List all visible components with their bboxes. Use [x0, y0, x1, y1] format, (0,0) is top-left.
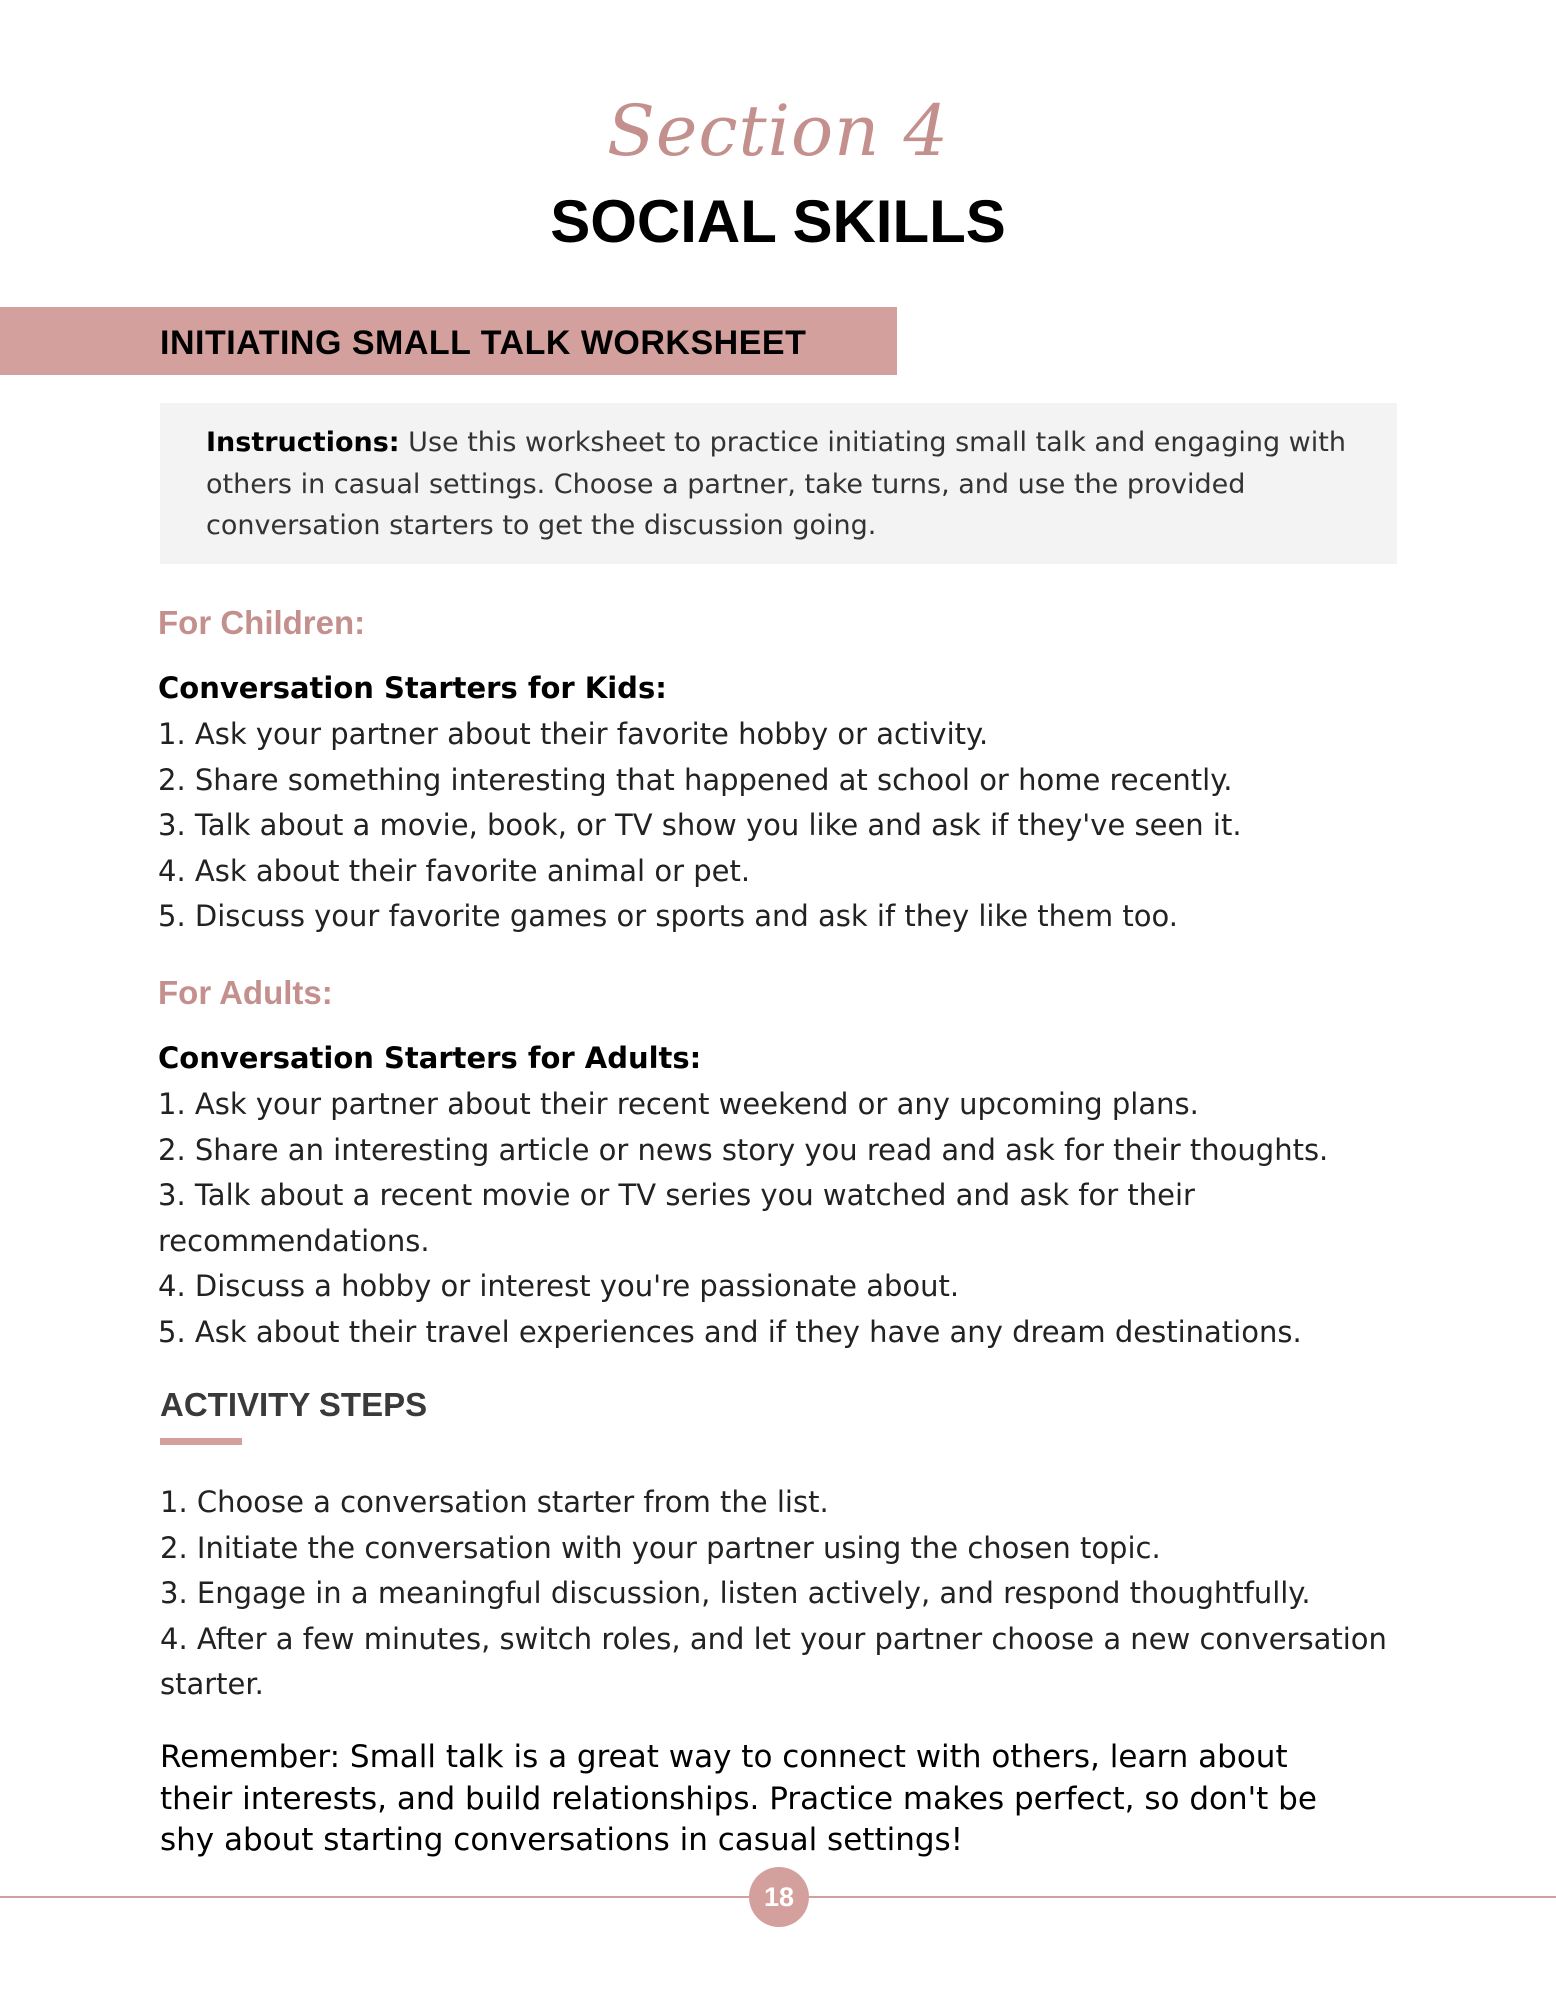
page-title: SOCIAL SKILLS	[550, 188, 1006, 255]
list-item: 1. Ask your partner about their recent weekend or any upcoming plans.	[158, 1087, 1199, 1121]
list-item: 2. Share something interesting that happened at school or home recently.	[158, 762, 1233, 797]
list-item: 4. Ask about their favorite animal or pet.	[158, 853, 751, 888]
remember-note: Remember: Small talk is a great way to connect with others, learn about their interests, and build relationships. Practice makes perfect, so don't be shy about starting conversations in casual settings!	[160, 1739, 1317, 1858]
list-item: 4. After a few minutes, switch roles, and let your partner choose a new conversation	[160, 1621, 1387, 1656]
list-item: 5. Ask about their travel experiences and if they have any dream destinations.	[158, 1314, 1302, 1349]
worksheet-banner	[0, 307, 897, 375]
list-item: 4. Discuss a hobby or interest you're passionate about.	[158, 1269, 960, 1303]
list-item: 2. Initiate the conversation with your partner using the chosen topic.	[160, 1530, 1161, 1565]
list-item: recommendations.	[158, 1223, 430, 1258]
children-subheading: Conversation Starters for Kids:	[158, 671, 667, 705]
list-item: starter.	[160, 1667, 264, 1701]
list-item: 1. Ask your partner about their favorite hobby or activity.	[158, 717, 989, 751]
instructions-paragraph	[206, 422, 1356, 547]
list-item: 2. Share an interesting article or news story you read and ask for their thoughts.	[158, 1132, 1329, 1167]
worksheet-title: INITIATING SMALL TALK WORKSHEET	[160, 324, 807, 362]
activity-heading: ACTIVITY STEPS	[160, 1386, 428, 1423]
heading-underline	[160, 1438, 242, 1445]
list-item: 3. Talk about a movie, book, or TV show you like and ask if they've seen it.	[158, 808, 1242, 842]
page-number: 18	[749, 1867, 809, 1927]
list-item: 5. Discuss your favorite games or sports and ask if they like them too.	[158, 899, 1178, 933]
activity-list	[160, 1480, 1387, 1708]
list-item: 1. Choose a conversation starter from the list.	[160, 1485, 829, 1519]
section-label: Section 4	[606, 90, 950, 172]
list-item: 3. Engage in a meaningful discussion, listen actively, and respond thoughtfully.	[160, 1576, 1311, 1610]
adults-heading: For Adults:	[158, 974, 333, 1011]
children-heading: For Children:	[158, 604, 366, 641]
instructions-box	[160, 403, 1397, 564]
list-item: 3. Talk about a recent movie or TV series you watched and ask for their	[158, 1178, 1195, 1212]
adults-list	[158, 1082, 1328, 1355]
children-list	[158, 712, 1242, 940]
adults-subheading: Conversation Starters for Adults:	[158, 1041, 702, 1075]
instructions-body: Use this worksheet to practice initiating small talk and engaging with others in casual settings. Choose a partner, take turns, and use the provided conversation starters to get the discussion going.	[206, 427, 1346, 541]
instructions-label: Instructions:	[206, 427, 400, 458]
